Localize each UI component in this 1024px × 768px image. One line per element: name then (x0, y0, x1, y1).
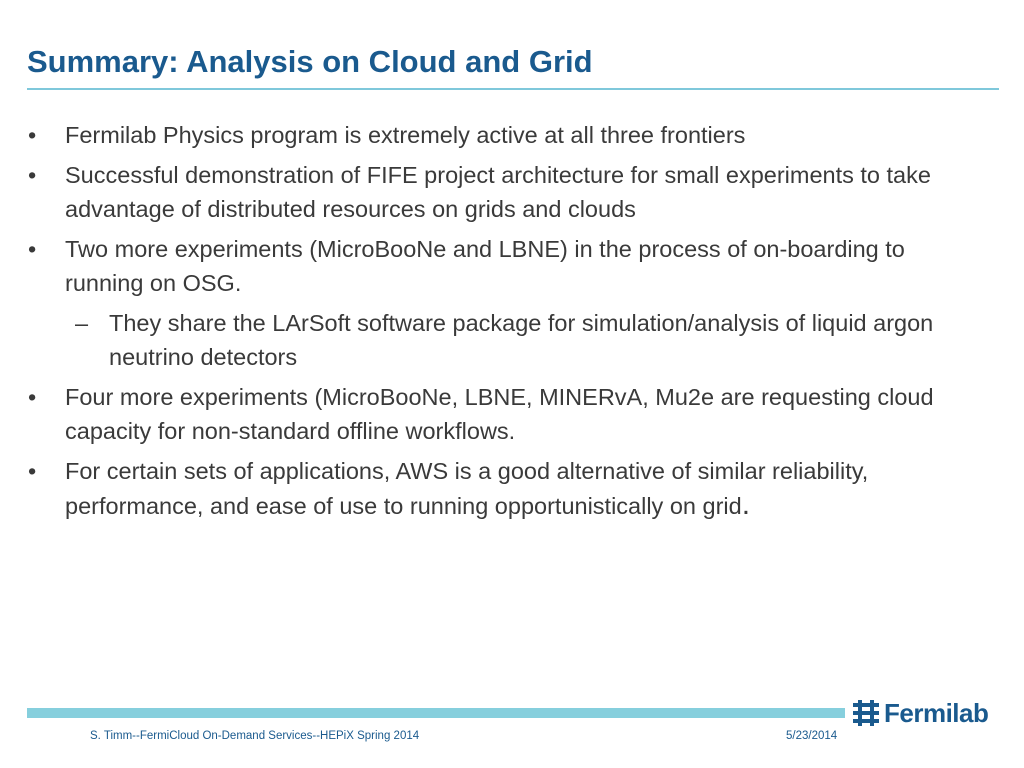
sub-bullet-marker: – (75, 310, 89, 336)
slide-title: Summary: Analysis on Cloud and Grid (27, 44, 593, 79)
fermilab-logo (852, 697, 1002, 729)
footer-credit: S. Timm--FermiCloud On-Demand Services--HEPiX Spring 2014 (90, 730, 420, 742)
bullet-text: Successful demonstration of FIFE project architecture for small experiments to take advantage of distributed resources on grids and clouds (65, 162, 931, 222)
bullet-marker: • (28, 162, 37, 188)
bullet-marker: • (28, 384, 37, 410)
footer-date: 5/23/2014 (786, 730, 838, 742)
title-divider (27, 88, 999, 90)
bullet-list (25, 118, 985, 529)
bullet-marker: • (28, 236, 37, 262)
bullet-item-2 (25, 158, 985, 226)
fermilab-logo-icon (852, 699, 880, 727)
logo-text: Fermilab (884, 697, 989, 728)
bullet-text: Four more experiments (MicroBooNe, LBNE, MINERvA, Mu2e are requesting cloud capacity for non-standard offline workflows. (65, 384, 934, 444)
sub-bullet-text: They share the LArSoft software package for simulation/analysis of liquid argon neutrino detectors (109, 310, 934, 370)
footer-accent-bar (27, 708, 845, 718)
bullet-item-5 (25, 454, 985, 523)
bullet-end-period: . (741, 488, 751, 521)
bullet-text: For certain sets of applications, AWS is a good alternative of similar reliability, performance, and ease of use to running opportunistically on grid (65, 458, 869, 519)
bullet-item-3 (25, 232, 985, 300)
bullet-text: Fermilab Physics program is extremely active at all three frontiers (65, 122, 746, 148)
bullet-item-1 (25, 118, 985, 152)
sub-bullet-item-1 (25, 306, 985, 374)
bullet-text: Two more experiments (MicroBooNe and LBNE) in the process of on-boarding to running on OSG. (65, 236, 905, 296)
bullet-item-4 (25, 380, 985, 448)
bullet-marker: • (28, 458, 37, 484)
bullet-marker: • (28, 122, 37, 148)
